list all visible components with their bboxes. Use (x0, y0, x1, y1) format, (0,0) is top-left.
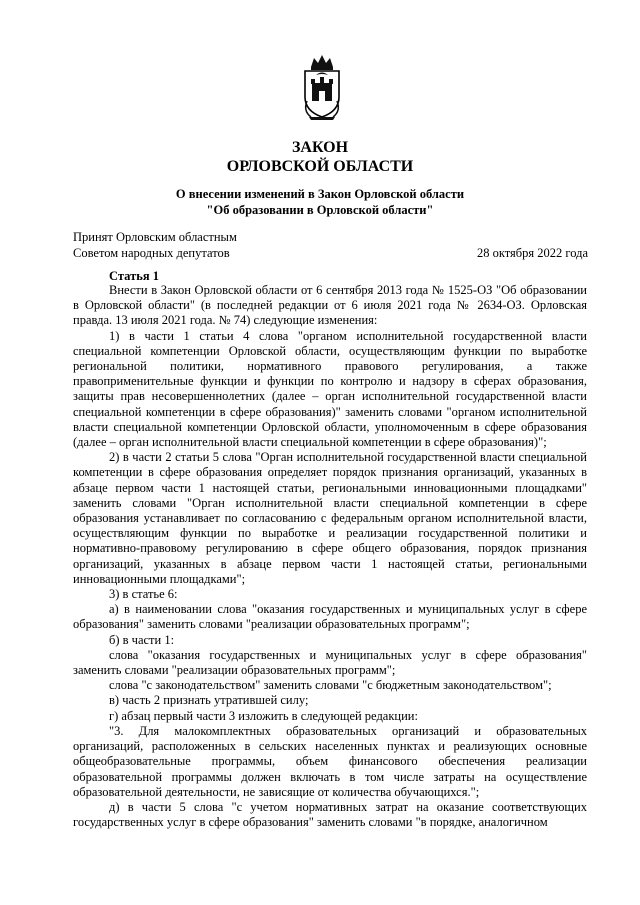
article-paragraph: слова "оказания государственных и муниципальных услуг в сфере образования" заменить словами "реализации образовательных программ"; (73, 647, 587, 678)
region-title: ОРЛОВСКОЙ ОБЛАСТИ (226, 158, 414, 175)
article-body (73, 283, 587, 830)
adoption-date: 28 октября 2022 года (476, 246, 588, 260)
law-title: ЗАКОН (291, 139, 349, 156)
article-paragraph: д) в части 5 слова "с учетом нормативных затрат на оказание соответствующих государственных услуг в сфере образования" заменить словами "в порядке, аналогичном (73, 799, 587, 830)
law-subtitle-line2: "Об образовании в Орловской области" (206, 203, 434, 217)
coat-of-arms-icon (299, 53, 345, 121)
article-paragraph: 3) в статье 6: (109, 587, 178, 602)
article-paragraph: г) абзац первый части 3 изложить в следующей редакции: (109, 708, 418, 723)
article-paragraph: слова "с законодательством" заменить словами "с бюджетным законодательством"; (109, 678, 552, 693)
law-subtitle-line1: О внесении изменений в Закон Орловской области (175, 187, 465, 201)
article-paragraph: б) в части 1: (109, 632, 175, 647)
adoption-line1: Принят Орловским областным (73, 230, 237, 244)
article-paragraph: 2) в части 2 статьи 5 слова "Орган исполнительной государственной власти специальной компетенции в сфере образования определяет порядок признания организаций, указанных в абзаце первом части 1 настоящей статьи, региональными инновационными площадками" заменить словами "Орган исполнительной власти специальной компетенции в сфере образования устанавливает по согласованию с федеральным органом исполнительной власти, осуществляющим функции по выработке и реализации государственной политики и нормативно-правовому регулированию в сфере общего образования, порядок признания организаций, указанных в абзаце первом части 1 настоящей статьи, региональными инновационными площадками"; (73, 450, 587, 586)
article-paragraph: в) часть 2 признать утратившей силу; (109, 693, 309, 708)
article-paragraph: "3. Для малокомплектных образовательных организаций и образовательных организаций, расположенных в сельских населенных пунктах и реализующих основные общеобразовательные программы, объем финансового обеспечения реализации образовательной программы должен включать в том числе затраты на осуществление образовательной деятельности, не зависящие от количества обучающихся."; (73, 723, 587, 799)
article-paragraph: а) в наименовании слова "оказания государственных и муниципальных услуг в сфере образования" заменить словами "реализации образовательных программ"; (73, 602, 587, 632)
adoption-line2: Советом народных депутатов (73, 246, 230, 260)
article-heading: Статья 1 (109, 269, 159, 283)
article-paragraph: 1) в части 1 статьи 4 слова "органом исполнительной государственной власти специальной компетенции Орловской области, осуществляющим функции по выработке региональной политики, нормативного правового регулирования, а также правоприменительные функции и функции по контролю и надзору в сферах образования, защиты прав несовершеннолетних (далее – орган исполнительной государственной власти специальной компетенции в сфере образования)" заменить словами "органом исполнительной власти специальной компетенции Орловской области, уполномоченным в сфере образования (далее – орган исполнительной власти специальной компетенции в сфере образования)"; (73, 328, 587, 450)
article-paragraph: Внести в Закон Орловской области от 6 сентября 2013 года № 1525-ОЗ "Об образовании в Орловской области" (в последней редакции от 6 июля 2021 года № 2634-ОЗ. Орловская правда. 13 июля 2021 года. № 74) следующие изменения: (73, 283, 587, 328)
